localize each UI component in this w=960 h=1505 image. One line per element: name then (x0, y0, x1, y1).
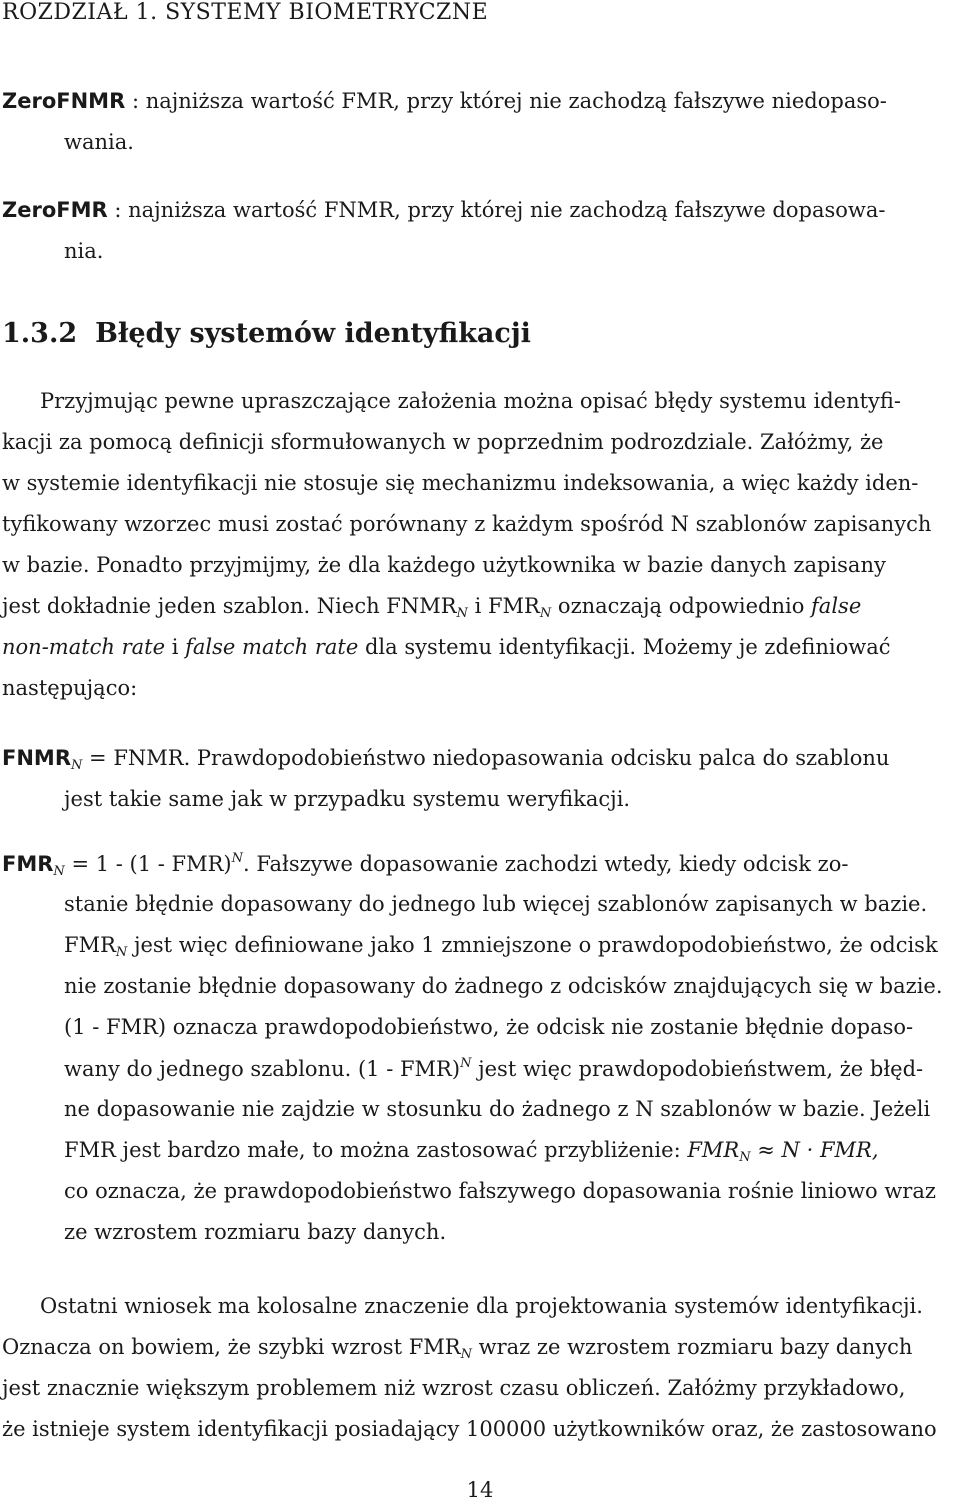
zerofmr-text: : najniższa wartość FNMR, przy której nie zachodzą fałszywe dopasowa- (114, 198, 886, 222)
paragraph-line: Przyjmując pewne upraszczające założenia można opisać błędy systemu identyfi- (40, 389, 902, 413)
paragraph-line: w systemie identyfikacji nie stosuje się mechanizmu indeksowania, a więc każdy iden- (2, 471, 919, 495)
zerofmr-continuation: nia. (64, 239, 104, 263)
running-header: ROZDZIAŁ 1. SYSTEMY BIOMETRYCZNE (2, 0, 489, 25)
paragraph-line: następująco: (2, 676, 138, 700)
fmr-n-continuation: nie zostanie błędnie dopasowany do żadnego z odcisków znajdujących się w bazie. (64, 974, 943, 998)
section-title: Błędy systemów identyfikacji (95, 318, 531, 349)
paragraph-line: non-match rate i false match rate dla systemu identyfikacji. Możemy je zdefiniować (2, 635, 891, 659)
fmr-n-continuation: wany do jednego szablonu. (1 - FMR)$^N$ jest więc prawdopodobieństwem, że błęd- (64, 1056, 924, 1081)
paragraph-line: jest dokładnie jeden szablon. Niech $FNMR_N$ i $FMR_N$ oznaczają odpowiednio false (2, 594, 862, 621)
fnmr-n-definition: $FNMR_N$ = FNMR. Prawdopodobieństwo niedopasowania odcisku palca do szablonu (2, 746, 890, 773)
section-number: 1.3.2 (2, 318, 78, 349)
fnmr-n-continuation: jest takie same jak w przypadku systemu weryfikacji. (64, 787, 631, 811)
paragraph-line: tyfikowany wzorzec musi zostać porównany z każdym spośród N szablonów zapisanych (2, 512, 932, 536)
zerofnmr-term: ZeroFNMR (2, 89, 126, 113)
paragraph-line: kacji za pomocą definicji sformułowanych w poprzednim podrozdziale. Załóżmy, że (2, 430, 884, 454)
section-heading (2, 318, 531, 349)
zerofnmr-continuation: wania. (64, 130, 134, 154)
paragraph-line: że istnieje system identyfikacji posiadający 100000 użytkowników oraz, że zastosowano (2, 1417, 937, 1441)
fmr-n-continuation: ze wzrostem rozmiaru bazy danych. (64, 1220, 447, 1244)
fmr-n-continuation: (1 - FMR) oznacza prawdopodobieństwo, że odcisk nie zostanie błędnie dopaso- (64, 1015, 914, 1039)
page-number: 14 (466, 1478, 494, 1502)
zerofmr-term: ZeroFMR (2, 198, 108, 222)
zerofnmr-definition (2, 89, 887, 113)
zerofmr-definition (2, 198, 886, 222)
zerofnmr-text: : najniższa wartość FMR, przy której nie zachodzą fałszywe niedopaso- (131, 89, 887, 113)
paragraph-line: w bazie. Ponadto przyjmijmy, że dla każdego użytkownika w bazie danych zapisany (2, 553, 886, 577)
fnmr-n-term: FNMR (2, 746, 71, 770)
paragraph-line: jest znacznie większym problemem niż wzrost czasu obliczeń. Załóżmy przykładowo, (2, 1376, 906, 1400)
fmr-n-continuation: $FMR_N$ jest więc definiowane jako 1 zmniejszone o prawdopodobieństwo, że odcisk (64, 933, 938, 960)
fmr-n-continuation: co oznacza, że prawdopodobieństwo fałszywego dopasowania rośnie liniowo wraz (64, 1179, 936, 1203)
fmr-n-continuation: ne dopasowanie nie zajdzie w stosunku do żadnego z N szablonów w bazie. Jeżeli (64, 1097, 931, 1121)
fmr-n-continuation: stanie błędnie dopasowany do jednego lub więcej szablonów zapisanych w bazie. (64, 892, 928, 916)
fmr-n-definition: $FMR_N = 1 - (1 - FMR)^N$. Fałszywe dopasowanie zachodzi wtedy, kiedy odcisk zo- (2, 851, 849, 879)
paragraph-line: Ostatni wniosek ma kolosalne znaczenie dla projektowania systemów identyfikacji. (40, 1294, 923, 1318)
fmr-n-term: FMR (2, 852, 54, 876)
fmr-n-continuation: FMR jest bardzo małe, to można zastosować przybliżenie: $FMR_N \approx N$ · FMR, (64, 1138, 879, 1165)
paragraph-line: Oznacza on bowiem, że szybki wzrost $FMR_N$ wraz ze wzrostem rozmiaru bazy danych (2, 1335, 913, 1362)
